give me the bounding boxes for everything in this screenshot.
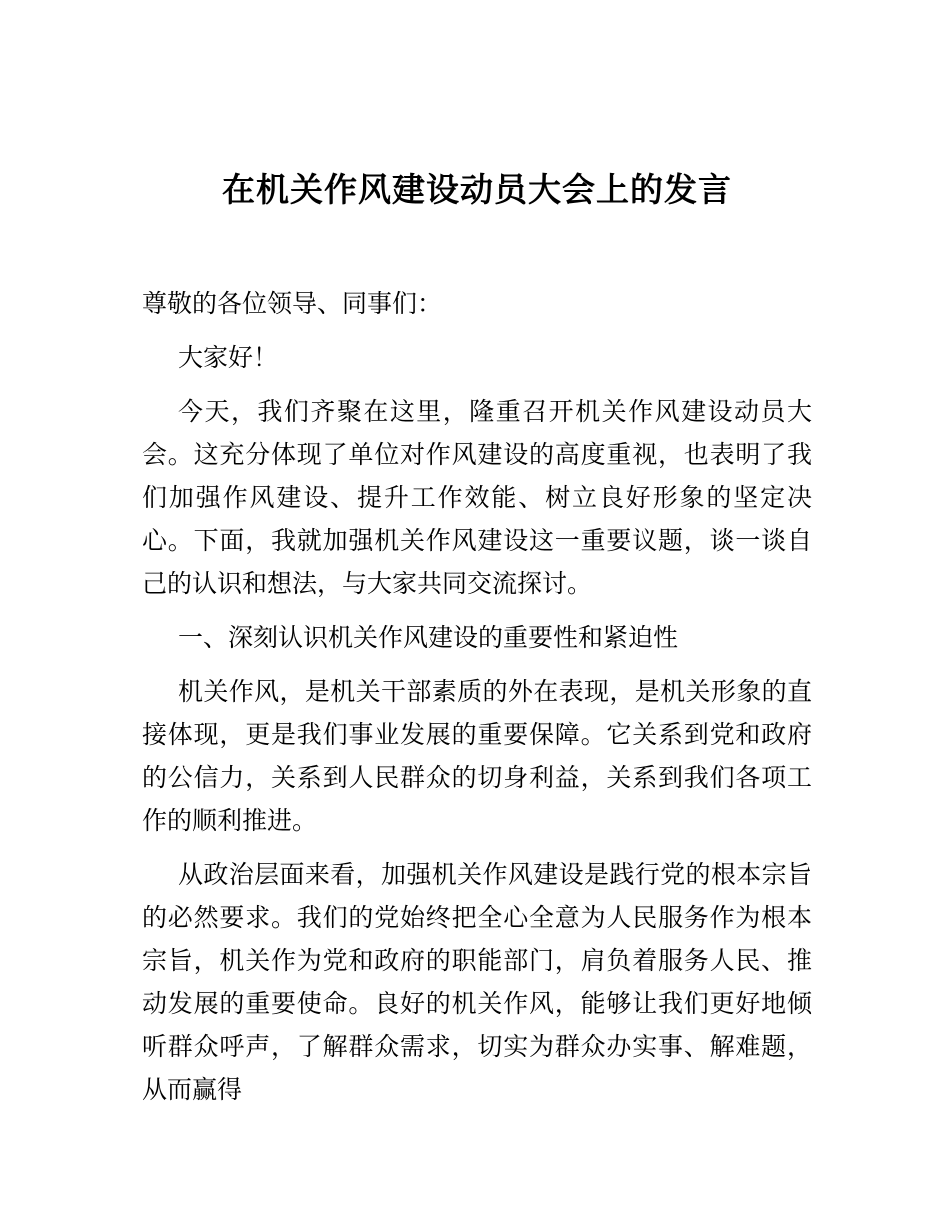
intro-paragraph: 今天，我们齐聚在这里，隆重召开机关作风建设动员大会。这充分体现了单位对作风建设的高度重视，也表明了我们加强作风建设、提升工作效能、树立良好形象的坚定决心。下面，我就加强机关作风建设这一重要议题，谈一谈自己的认识和想法，与大家共同交流探讨。 [142, 399, 812, 598]
political-paragraph: 从政治层面来看，加强机关作风建设是践行党的根本宗旨的必然要求。我们的党始终把全心全意为人民服务作为根本宗旨，机关作为党和政府的职能部门，肩负着服务人民、推动发展的重要使命。良好的机关作风，能够让我们更好地倾听群众呼声，了解群众需求，切实为群众办实事、解难题，从而赢得 [142, 862, 812, 1104]
document-title: 在机关作风建设动员大会上的发言 [222, 171, 732, 208]
document-body [142, 283, 812, 1112]
section-1-heading: 一、深刻认识机关作风建设的重要性和紧迫性 [178, 625, 679, 652]
importance-paragraph: 机关作风，是机关干部素质的外在表现，是机关形象的直接体现，更是我们事业发展的重要保障。它关系到党和政府的公信力，关系到人民群众的切身利益，关系到我们各项工作的顺利推进。 [142, 679, 812, 835]
salutation: 尊敬的各位领导、同事们： [142, 291, 443, 318]
greeting-paragraph: 大家好！ [178, 345, 279, 372]
